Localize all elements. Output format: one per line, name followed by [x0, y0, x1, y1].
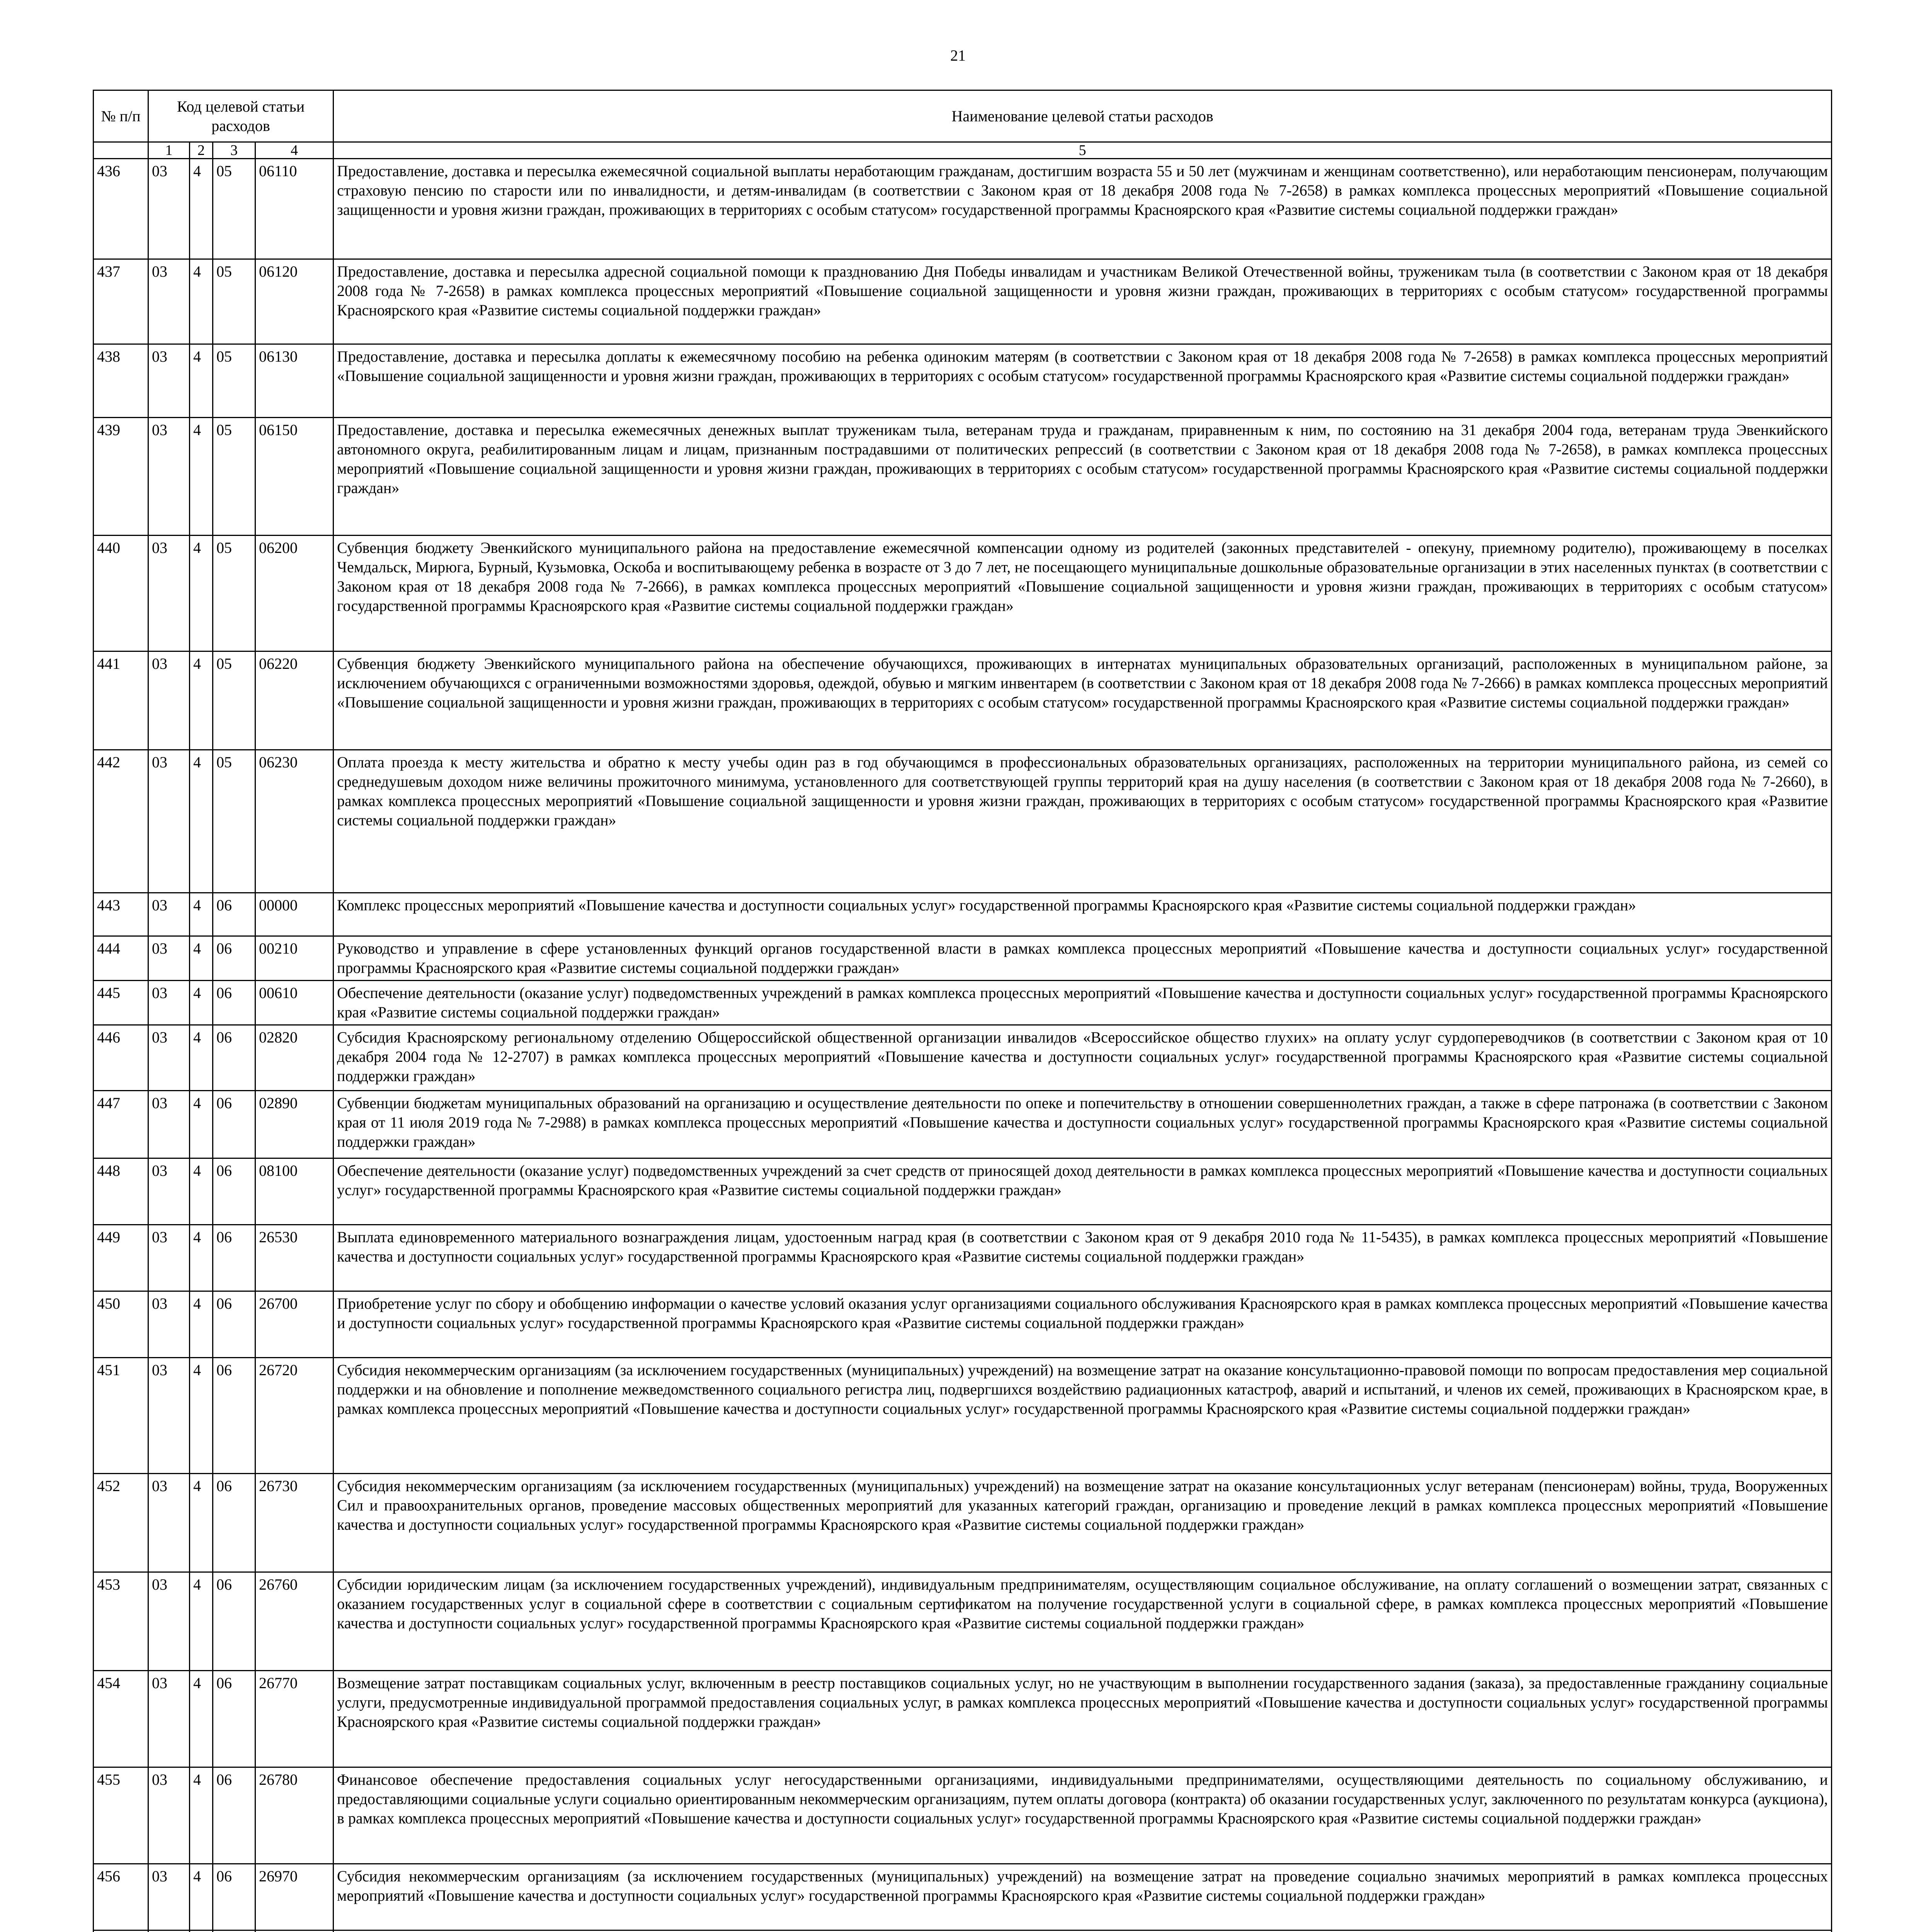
code-part-4: 26530 [255, 1225, 334, 1291]
code-part-1: 03 [148, 536, 190, 651]
item-name: Субсидия Красноярскому региональному отделению Общероссийской общественной организации инвалидов «Всероссийское общество глухих» на оплату услуг сурдопереводчиков (в соответствии с Законом края от 10 декабря 2004 года № 12-2707) в рамках комплекса процессных мероприятий «Повышение качества и доступности социальных услуг» государственной программы Красноярского края «Развитие системы социальной поддержки граждан» [334, 1025, 1832, 1091]
code-part-4: 26970 [255, 1864, 334, 1930]
code-part-2: 4 [190, 1358, 213, 1474]
code-part-1: 03 [148, 1671, 190, 1767]
code-part-4 [255, 1930, 334, 1932]
code-part-3 [213, 1930, 255, 1932]
code-part-3: 06 [213, 1474, 255, 1572]
item-name: Субсидия некоммерческим организациям (за исключением государственных (муниципальных) учреждений) на возмещение затрат на оказание консультационно-правовой помощи по вопросам предоставления мер социальной поддержки и на обновление и пополнение межведомственного социального регистра лиц, подвергшихся воздействию радиационных катастроф, аварий и испытаний, и членов их семей, проживающих в Красноярском крае, в рамках комплекса процессных мероприятий «Повышение качества и доступности социальных услуг» государственной программы Красноярского края «Развитие системы социальной поддержки граждан» [334, 1358, 1832, 1474]
code-part-4: 06200 [255, 536, 334, 651]
code-part-1: 03 [148, 1291, 190, 1358]
code-part-4: 06220 [255, 651, 334, 750]
row-number: 447 [94, 1091, 148, 1158]
item-name: Возмещение затрат поставщикам социальных услуг, включенным в реестр поставщиков социальных услуг, но не участвующим в выполнении государственного задания (заказа), за предоставленные гражданину социальные услуги, предусмотренные индивидуальной программой предоставления социальных услуг, в рамках комплекса процессных мероприятий «Повышение качества и доступности социальных услуг» государственной программы Красноярского края «Развитие системы социальной поддержки граждан» [334, 1671, 1832, 1767]
code-part-1: 03 [148, 1025, 190, 1091]
code-part-1: 03 [148, 1158, 190, 1225]
code-part-1: 03 [148, 1767, 190, 1864]
code-part-3: 05 [213, 418, 255, 536]
code-part-2: 4 [190, 1671, 213, 1767]
row-number: 451 [94, 1358, 148, 1474]
code-part-2: 4 [190, 981, 213, 1025]
item-name: Предоставление, доставка и пересылка ежемесячной социальной выплаты неработающим гражданам, достигшим возраста 55 и 50 лет (мужчинам и женщинам соответственно), или неработающим пенсионерам, получающим страховую пенсию по старости или по инвалидности, и детям-инвалидам (в соответствии с Законом края от 18 декабря 2008 года № 7-2658) в рамках комплекса процессных мероприятий «Повышение социальной защищенности и уровня жизни граждан, проживающих в территориях с особым статусом» государственной программы Красноярского края «Развитие системы социальной поддержки граждан» [334, 159, 1832, 259]
code-part-2: 4 [190, 1291, 213, 1358]
row-number: 441 [94, 651, 148, 750]
row-number: 442 [94, 750, 148, 893]
code-part-2: 4 [190, 1864, 213, 1930]
code-part-3: 05 [213, 750, 255, 893]
code-part-2: 4 [190, 159, 213, 259]
code-part-1: 03 [148, 893, 190, 936]
table-row [94, 1358, 1832, 1474]
table-row [94, 259, 1832, 344]
header-code: Код целевой статьи расходов [148, 90, 334, 142]
code-part-4: 06110 [255, 159, 334, 259]
code-part-1: 03 [148, 1358, 190, 1474]
column-number-blank [94, 142, 148, 159]
item-name: Субвенции бюджетам муниципальных образований на организацию и осуществление деятельности по опеке и попечительству в отношении совершеннолетних граждан, а также в сфере патронажа (в соответствии с Законом края от 11 июля 2019 года № 7-2988) в рамках комплекса процессных мероприятий «Повышение качества и доступности социальных услуг» государственной программы Красноярского края «Развитие системы социальной поддержки граждан» [334, 1091, 1832, 1158]
item-name: Выплата единовременного материального вознаграждения лицам, удостоенным наград края (в соответствии с Законом края от 9 декабря 2010 года № 11-5435), в рамках комплекса процессных мероприятий «Повышение качества и доступности социальных услуг» государственной программы Красноярского края «Развитие системы социальной поддержки граждан» [334, 1225, 1832, 1291]
code-part-1: 03 [148, 651, 190, 750]
table-row [94, 159, 1832, 259]
item-name: Предоставление, доставка и пересылка ежемесячных денежных выплат труженикам тыла, ветеранам труда и гражданам, приравненным к ним, по состоянию на 31 декабря 2004 года, ветеранам труда Эвенкийского автономного округа, реабилитированным лицам и лицам, признанным пострадавшими от политических репрессий (в соответствии с Законом края от 18 декабря 2008 года № 7-2658), в рамках комплекса процессных мероприятий «Повышение социальной защищенности и уровня жизни граждан, проживающих в территориях с особым статусом» государственной программы Красноярского края «Развитие системы социальной поддержки граждан» [334, 418, 1832, 536]
item-name [334, 1930, 1832, 1932]
code-part-3: 05 [213, 536, 255, 651]
item-name: Руководство и управление в сфере установленных функций органов государственной власти в рамках комплекса процессных мероприятий «Повышение качества и доступности социальных услуг» государственной программы Красноярского края «Развитие системы социальной поддержки граждан» [334, 936, 1832, 981]
code-part-3: 06 [213, 1225, 255, 1291]
code-part-1: 03 [148, 1225, 190, 1291]
code-part-1: 03 [148, 1091, 190, 1158]
item-name: Комплекс процессных мероприятий «Повышение качества и доступности социальных услуг» государственной программы Красноярского края «Развитие системы социальной поддержки граждан» [334, 893, 1832, 936]
code-part-2: 4 [190, 344, 213, 418]
code-part-3: 06 [213, 1158, 255, 1225]
code-part-3: 06 [213, 1091, 255, 1158]
code-part-4: 02820 [255, 1025, 334, 1091]
table-row [94, 536, 1832, 651]
code-part-3: 05 [213, 259, 255, 344]
code-part-2: 4 [190, 1767, 213, 1864]
code-part-4: 00000 [255, 893, 334, 936]
item-name: Субсидия некоммерческим организациям (за исключением государственных (муниципальных) учреждений) на возмещение затрат на проведение социально значимых мероприятий в рамках комплекса процессных мероприятий «Повышение качества и доступности социальных услуг» государственной программы Красноярского края «Развитие системы социальной поддержки граждан» [334, 1864, 1832, 1930]
code-part-3: 06 [213, 893, 255, 936]
table-row [94, 1091, 1832, 1158]
code-part-4: 26720 [255, 1358, 334, 1474]
table-row [94, 1158, 1832, 1225]
code-part-3: 06 [213, 981, 255, 1025]
code-part-2: 4 [190, 1572, 213, 1671]
header-number: № п/п [94, 90, 148, 142]
table-row [94, 1671, 1832, 1767]
code-part-3: 06 [213, 1291, 255, 1358]
code-part-1: 03 [148, 259, 190, 344]
table-row [94, 893, 1832, 936]
item-name: Оплата проезда к месту жительства и обратно к месту учебы один раз в год обучающимся в профессиональных образовательных организациях, расположенных на территории муниципального района, из семей со среднедушевым доходом ниже величины прожиточного минимума, установленного для соответствующей группы территорий края на душу населения (в соответствии с Законом края от 18 декабря 2008 года № 7-2660), в рамках комплекса процессных мероприятий «Повышение социальной защищенности и уровня жизни граждан, проживающих в территориях с особым статусом» государственной программы Красноярского края «Развитие системы социальной поддержки граждан» [334, 750, 1832, 893]
item-name: Предоставление, доставка и пересылка доплаты к ежемесячному пособию на ребенка одиноким матерям (в соответствии с Законом края от 18 декабря 2008 года № 7-2658) в рамках комплекса процессных мероприятий «Повышение социальной защищенности и уровня жизни граждан, проживающих в территориях с особым статусом» государственной программы Красноярского края «Развитие системы социальной поддержки граждан» [334, 344, 1832, 418]
table-row [94, 1225, 1832, 1291]
item-name: Обеспечение деятельности (оказание услуг) подведомственных учреждений за счет средств от приносящей доход деятельности в рамках комплекса процессных мероприятий «Повышение качества и доступности социальных услуг» государственной программы Красноярского края «Развитие системы социальной поддержки граждан» [334, 1158, 1832, 1225]
row-number: 456 [94, 1864, 148, 1930]
row-number: 443 [94, 893, 148, 936]
table-row [94, 750, 1832, 893]
code-part-3: 06 [213, 1864, 255, 1930]
column-number: 2 [190, 142, 213, 159]
column-number: 5 [334, 142, 1832, 159]
code-part-2: 4 [190, 259, 213, 344]
code-part-1: 03 [148, 344, 190, 418]
column-number: 4 [255, 142, 334, 159]
code-part-2: 4 [190, 936, 213, 981]
code-part-2: 4 [190, 893, 213, 936]
code-part-3: 05 [213, 159, 255, 259]
header-name: Наименование целевой статьи расходов [334, 90, 1832, 142]
table-row [94, 1025, 1832, 1091]
row-number: 446 [94, 1025, 148, 1091]
table-row [94, 1291, 1832, 1358]
row-number: 439 [94, 418, 148, 536]
code-part-2: 4 [190, 1225, 213, 1291]
code-part-3: 06 [213, 936, 255, 981]
code-part-1: 03 [148, 418, 190, 536]
code-part-4: 26760 [255, 1572, 334, 1671]
table-row [94, 1930, 1832, 1932]
item-name: Финансовое обеспечение предоставления социальных услуг негосударственными организациями, индивидуальными предпринимателями, осуществляющими деятельность по социальному обслуживанию, и предоставляющими социальные услуги социально ориентированным некоммерческим организациям, путем оплаты договора (контракта) об оказании государственных услуг, заключенного по результатам конкурса (аукциона), в рамках комплекса процессных мероприятий «Повышение качества и доступности социальных услуг» государственной программы Красноярского края «Развитие системы социальной поддержки граждан» [334, 1767, 1832, 1864]
row-number: 449 [94, 1225, 148, 1291]
table-row [94, 1767, 1832, 1864]
code-part-2: 4 [190, 1091, 213, 1158]
code-part-4: 08100 [255, 1158, 334, 1225]
code-part-4: 02890 [255, 1091, 334, 1158]
code-part-3: 05 [213, 651, 255, 750]
code-part-2: 4 [190, 750, 213, 893]
code-part-4: 26730 [255, 1474, 334, 1572]
code-part-1: 03 [148, 1572, 190, 1671]
code-part-2: 4 [190, 651, 213, 750]
item-name: Обеспечение деятельности (оказание услуг) подведомственных учреждений в рамках комплекса процессных мероприятий «Повышение качества и доступности социальных услуг» государственной программы Красноярского края «Развитие системы социальной поддержки граждан» [334, 981, 1832, 1025]
row-number: 455 [94, 1767, 148, 1864]
code-part-4: 06130 [255, 344, 334, 418]
code-part-4: 00210 [255, 936, 334, 981]
code-part-4: 26770 [255, 1671, 334, 1767]
item-name: Субвенция бюджету Эвенкийского муниципального района на предоставление ежемесячной компенсации одному из родителей (законных представителей - опекуну, приемному родителю), проживающему в поселках Чемдальск, Мирюга, Бурный, Кузьмовка, Оскоба и воспитывающему ребенка в возрасте от 3 до 7 лет, не посещающего муниципальные дошкольные образовательные организации в этих населенных пунктах (в соответствии с Законом края от 18 декабря 2008 года № 7-2666), в рамках комплекса процессных мероприятий «Повышение социальной защищенности и уровня жизни граждан, проживающих в территориях с особым статусом» государственной программы Красноярского края «Развитие системы социальной поддержки граждан» [334, 536, 1832, 651]
item-name: Субвенция бюджету Эвенкийского муниципального района на обеспечение обучающихся, проживающих в интернатах муниципальных образовательных организаций, расположенных в муниципальном районе, за исключением обучающихся с ограниченными возможностями здоровья, одеждой, обувью и мягким инвентарем (в соответствии с Законом края от 18 декабря 2008 года № 7-2666) в рамках комплекса процессных мероприятий «Повышение социальной защищенности и уровня жизни граждан, проживающих в территориях с особым статусом» государственной программы Красноярского края «Развитие системы социальной поддержки граждан» [334, 651, 1832, 750]
row-number: 437 [94, 259, 148, 344]
table-row [94, 936, 1832, 981]
code-part-1: 03 [148, 750, 190, 893]
item-name: Субсидия некоммерческим организациям (за исключением государственных (муниципальных) учреждений) на возмещение затрат на оказание консультационных услуг ветеранам (пенсионерам) войны, труда, Вооруженных Сил и правоохранительных органов, проведение массовых общественных мероприятий для указанных категорий граждан, организацию и проведение лекций в рамках комплекса процессных мероприятий «Повышение качества и доступности социальных услуг» государственной программы Красноярского края «Развитие системы социальной поддержки граждан» [334, 1474, 1832, 1572]
row-number: 438 [94, 344, 148, 418]
table-row [94, 651, 1832, 750]
table-row [94, 1474, 1832, 1572]
code-part-1: 03 [148, 159, 190, 259]
page-number: 21 [950, 47, 966, 64]
code-part-4: 06230 [255, 750, 334, 893]
row-number: 440 [94, 536, 148, 651]
code-part-1 [148, 1930, 190, 1932]
row-number: 452 [94, 1474, 148, 1572]
code-part-4: 26780 [255, 1767, 334, 1864]
row-number [94, 1930, 148, 1932]
item-name: Приобретение услуг по сбору и обобщению информации о качестве условий оказания услуг организациями социального обслуживания Красноярского края в рамках комплекса процессных мероприятий «Повышение качества и доступности социальных услуг» государственной программы Красноярского края «Развитие системы социальной поддержки граждан» [334, 1291, 1832, 1358]
code-part-1: 03 [148, 1474, 190, 1572]
code-part-4: 00610 [255, 981, 334, 1025]
code-part-2 [190, 1930, 213, 1932]
code-part-3: 06 [213, 1025, 255, 1091]
target-items-table [93, 90, 1832, 1932]
table-row [94, 1864, 1832, 1930]
table-row [94, 1572, 1832, 1671]
code-part-4: 26700 [255, 1291, 334, 1358]
column-number: 1 [148, 142, 190, 159]
table-row [94, 344, 1832, 418]
code-part-3: 06 [213, 1671, 255, 1767]
row-number: 448 [94, 1158, 148, 1225]
code-part-3: 05 [213, 344, 255, 418]
code-part-2: 4 [190, 1158, 213, 1225]
row-number: 436 [94, 159, 148, 259]
code-part-2: 4 [190, 1025, 213, 1091]
code-part-4: 06120 [255, 259, 334, 344]
code-part-3: 06 [213, 1358, 255, 1474]
row-number: 445 [94, 981, 148, 1025]
item-name: Субсидии юридическим лицам (за исключением государственных учреждений), индивидуальным предпринимателям, осуществляющим социальное обслуживание, на оплату соглашений о возмещении затрат, связанных с оказанием государственных услуг в социальной сфере в соответствии с социальным сертификатом на получение государственной услуги в социальной сфере, в рамках комплекса процессных мероприятий «Повышение качества и доступности социальных услуг» государственной программы Красноярского края «Развитие системы социальной поддержки граждан» [334, 1572, 1832, 1671]
code-part-2: 4 [190, 418, 213, 536]
item-name: Предоставление, доставка и пересылка адресной социальной помощи к празднованию Дня Победы инвалидам и участникам Великой Отечественной войны, труженикам тыла (в соответствии с Законом края от 18 декабря 2008 года № 7-2658) в рамках комплекса процессных мероприятий «Повышение социальной защищенности и уровня жизни граждан, проживающих в территориях с особым статусом» государственной программы Красноярского края «Развитие системы социальной поддержки граждан» [334, 259, 1832, 344]
code-part-2: 4 [190, 1474, 213, 1572]
table-row [94, 981, 1832, 1025]
row-number: 453 [94, 1572, 148, 1671]
code-part-4: 06150 [255, 418, 334, 536]
code-part-1: 03 [148, 981, 190, 1025]
code-part-3: 06 [213, 1767, 255, 1864]
code-part-3: 06 [213, 1572, 255, 1671]
row-number: 450 [94, 1291, 148, 1358]
row-number: 444 [94, 936, 148, 981]
row-number: 454 [94, 1671, 148, 1767]
code-part-2: 4 [190, 536, 213, 651]
code-part-1: 03 [148, 936, 190, 981]
column-number: 3 [213, 142, 255, 159]
table-row [94, 418, 1832, 536]
code-part-1: 03 [148, 1864, 190, 1930]
